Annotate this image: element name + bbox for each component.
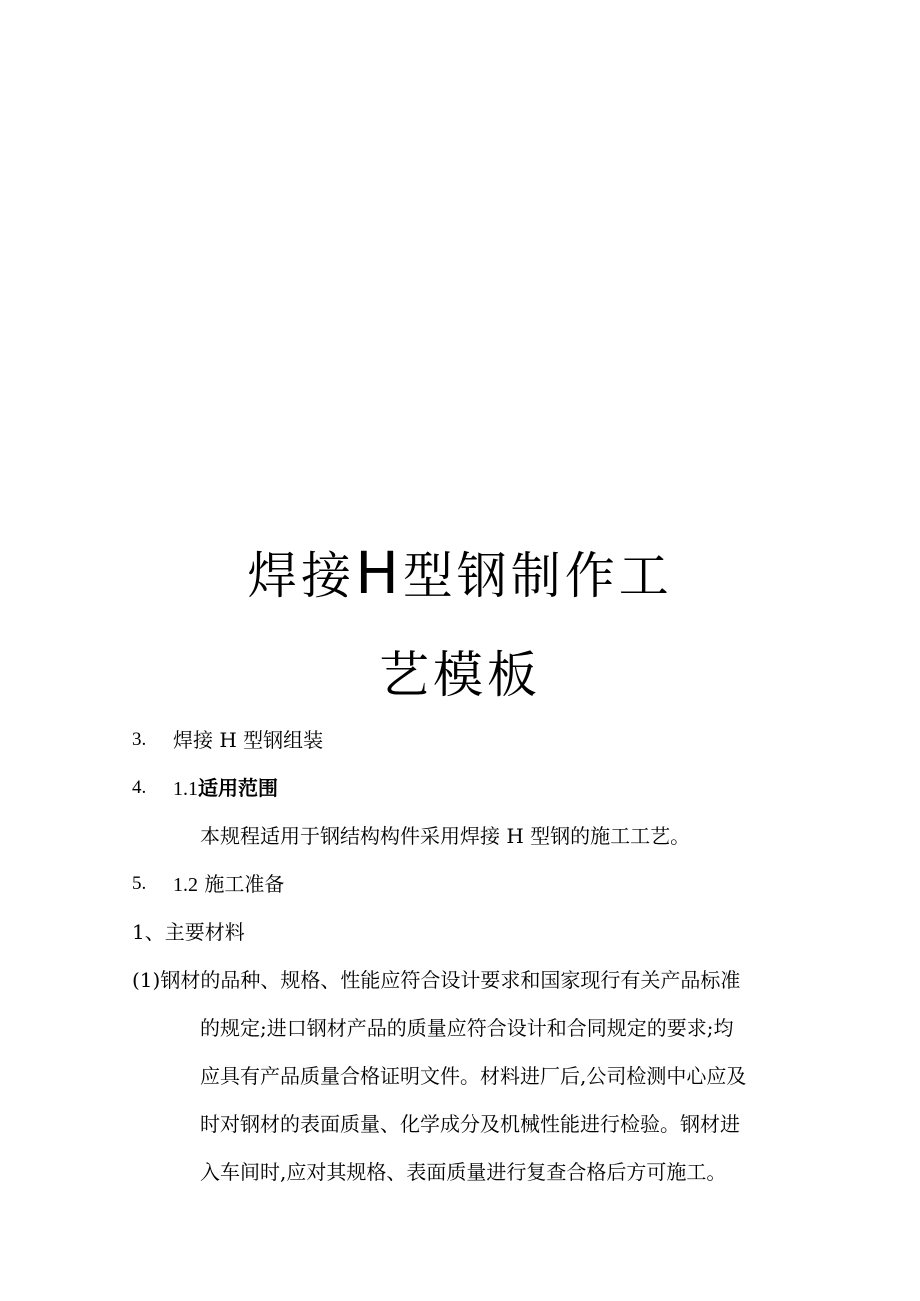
scope-paragraph: 本规程适用于钢结构构件采用焊接 H 型钢的施工工艺。: [200, 824, 691, 848]
materials-item-1-line-4: 时对钢材的表面质量、化学成分及机械性能进行检验。钢材进: [200, 1112, 740, 1136]
materials-item-1-line-1: (1)钢材的品种、规格、性能应符合设计要求和国家现行有关产品标准: [132, 968, 741, 992]
materials-item-1-line-3: 应具有产品质量合格证明文件。材料进厂后,公司检测中心应及: [200, 1064, 747, 1088]
document-title-line-1: [0, 539, 920, 607]
section-title-preparation: 施工准备: [204, 872, 285, 896]
section-number-1-2: 1.2: [173, 874, 198, 896]
outline-number-3: 3.: [132, 729, 147, 750]
document-title-line-2: 艺模板: [379, 646, 541, 704]
section-number-1-1: 1.1: [173, 778, 198, 800]
outline-heading-preparation: [173, 870, 284, 899]
materials-item-1-line-2: 的规定;进口钢材产品的质量应符合设计和合同规定的要求;均: [200, 1016, 734, 1040]
title-text-b: 型钢制作工: [402, 547, 673, 605]
outline-number-4: 4.: [132, 777, 147, 798]
title-text-a: 焊接: [247, 547, 356, 605]
materials-heading: 1、主要材料: [132, 920, 245, 944]
materials-item-1-line-5: 入车间时,应对其规格、表面质量进行复查合格后方可施工。: [200, 1160, 727, 1184]
outline-heading-scope: [173, 774, 278, 803]
outline-number-5: 5.: [132, 873, 147, 894]
outline-heading-assembly: 焊接 H 型钢组装: [173, 728, 324, 752]
title-letter-h: H: [355, 539, 403, 607]
section-title-scope: 适用范围: [198, 776, 278, 800]
